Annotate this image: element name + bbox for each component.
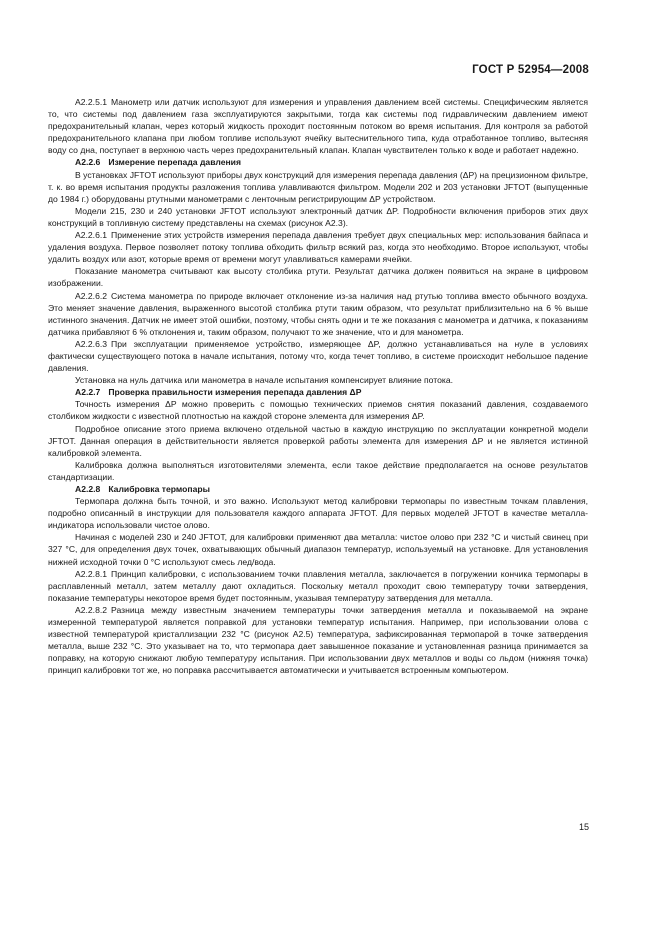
body-paragraph: [48, 229, 588, 265]
body-paragraph: [48, 265, 588, 289]
paragraph-text: В установках JFTOT используют приборы двух конструкций для измерения перепада давления (ΔP) на прецизионном фильтре, т. к. во время испытания продукты разложения топлива улавливаются фильтром. Модели 202 и 203 установки JFTOT (выпущенные до 1984 г.) оборудованы ртутными манометрами с ленточным регистрирующим ΔP устройством.: [48, 169, 588, 204]
paragraph-text: Калибровка должна выполняться изготовителями элемента, если такое действие предполагается на основе результатов стандартизации.: [48, 459, 588, 482]
heading-text: Проверка правильности измерения перепада давления ΔP: [108, 387, 362, 398]
clause-number: A2.2.6: [75, 157, 101, 168]
section-heading: [48, 483, 588, 495]
body-paragraph: [48, 96, 588, 156]
paragraph-text: При эксплуатации применяемое устройство, измеряющее ΔP, должно устанавливаться на нуле в условиях фактически существующего потока в начале испытания, потому что, когда течет топливо, в системе происходит небольшое падение давления.: [48, 338, 588, 374]
paragraph-text: Начиная с моделей 230 и 240 JFTOT, для калибровки применяют два металла: чистое олово при 232 °C и чистый свинец при 327 °C, для определения двух точек, охватывающих обычный диапазон температур, используемый на установке. Для установления нижней исходной точки 0 °C используют смесь лед/вода.: [48, 532, 588, 567]
paragraph-text: Показание манометра считывают как высоту столбика ртути. Результат датчика должен появиться на экране в цифровом изображении.: [48, 266, 588, 289]
body-paragraph: [48, 531, 588, 567]
clause-number: A2.2.5.1: [75, 97, 108, 107]
body-paragraph: [48, 374, 588, 386]
body-paragraph: [48, 205, 588, 229]
clause-number: A2.2.7: [75, 387, 101, 398]
body-paragraph: [48, 459, 588, 483]
clause-number: A2.2.6.3: [75, 338, 108, 349]
paragraph-text: Модели 215, 230 и 240 установки JFTOT используют электронный датчик ΔP. Подробности включения приборов этих двух конструкций в топливную систему представлены на схемах (рисунок A2.3).: [48, 205, 588, 228]
heading-text: Калибровка термопары: [108, 484, 210, 494]
body-paragraph: [48, 568, 588, 604]
body-paragraph: [48, 290, 588, 338]
body-paragraph: [48, 604, 588, 677]
section-heading: [48, 156, 588, 168]
heading-text: Измерение перепада давления: [108, 157, 241, 168]
page-number: 15: [578, 822, 589, 832]
paragraph-text: Применение этих устройств измерения перепада давления требует двух специальных мер: использования байпаса и удаления воздуха. Первое позволяет потоку топлива обходить фильтр всякий раз, когда это необходимо. Второе используют, чтобы удалить воздух или азот, которые время от времени могут улавливаться камерами ячейки.: [48, 230, 588, 265]
section-heading: [48, 386, 588, 398]
document-code: ГОСТ Р 52954—2008: [472, 64, 589, 76]
clause-number: A2.2.6.1: [75, 230, 108, 241]
body-paragraph: [48, 495, 588, 531]
paragraph-text: Система манометра по природе включает отклонение из-за наличия над ртутью топлива вместо обычного воздуха. Это меняет значение давления, выраженного высотой столбика ртути таким образом, что результат приблизительно на 6 % выше истинного значения. Датчик не имеет этой ошибки, поэтому, чтобы снять одни и те же показания с манометра и датчика, к показаниям датчика прибавляют 6 % отклонения и, таким образом, получают то же значение, что и для манометра.: [48, 290, 588, 337]
paragraph-text: Подробное описание этого приема включено отдельной частью в каждую инструкцию по эксплуатации конкретной модели JFTOT. Данная операция в действительности является проверкой работы элемента для измерения ΔP и не является истинной калибровкой элемента.: [48, 423, 588, 458]
body-paragraph: [48, 423, 588, 459]
paragraph-text: Установка на нуль датчика или манометра в начале испытания компенсирует влияние потока.: [75, 375, 453, 386]
paragraph-text: Принцип калибровки, с использованием точки плавления металла, заключается в погружении кончика термопары в расплавленный металл, затем металлу дают охладиться. Поскольку металл проходит свою температуру точки затвердения, показание температуры некоторое время будет постоянным, указывая температуру затвердения для металла.: [48, 568, 588, 603]
clause-number: A2.2.8.1: [75, 568, 108, 579]
page-body: [48, 96, 588, 677]
paragraph-text: Термопара должна быть точной, и это важно. Используют метод калибровки термопары по известным точкам плавления, подробно описанный в инструкции для пользователя каждого аппарата JFTOT. Для первых моделей JFTOT в качестве металла-индикатора использовали чистое олово.: [48, 496, 588, 531]
body-paragraph: [48, 169, 588, 205]
paragraph-text: Разница между известным значением температуры точки затвердения металла и показываемой на экране измеренной температурой является поправкой для установки температур испытания. Например, при использовании олова с известной температурой кристаллизации 232 °C (рисунок A2.5) температура, зафиксированная термопарой в точке затвердения металла, выше 232 °C. Это указывает на то, что термопара дает завышенное показание и установленная разница принимается за поправку, на которую снижают любую температуру испытания. При использовании двух металлов и воды со льдом (нижняя точка) принцип калибровки тот же, но поправка рассчитывается автоматически и учитывается встроенным компьютером.: [48, 604, 588, 676]
body-paragraph: [48, 338, 588, 374]
clause-number: A2.2.6.2: [75, 290, 108, 301]
clause-number: A2.2.8: [75, 484, 101, 494]
clause-number: A2.2.8.2: [75, 604, 108, 615]
paragraph-text: Манометр или датчик используют для измерения и управления давлением всей системы. Специфическим является то, что системы под давлением газа эксплуатируются закрытыми, тогда как системы под гидравлическим давлением имеют предохранительный клапан, через который жидкость проходит постоянным потоком во время испытания. Для контроля за работой предохранительного клапана при любом топливе используют ячейку вытеснительного типа, куда отработанное топливо, вытесняя воду со дна, поступает в верхнюю часть через предохранительный клапан. Клапан чувствителен только к воде и работает надежно.: [48, 97, 588, 156]
paragraph-text: Точность измерения ΔP можно проверить с помощью технических приемов снятия показаний давления, создаваемого столбиком жидкости с известной плотностью на каждой стороне элемента для измерения ΔP.: [48, 399, 588, 422]
body-paragraph: [48, 398, 588, 422]
